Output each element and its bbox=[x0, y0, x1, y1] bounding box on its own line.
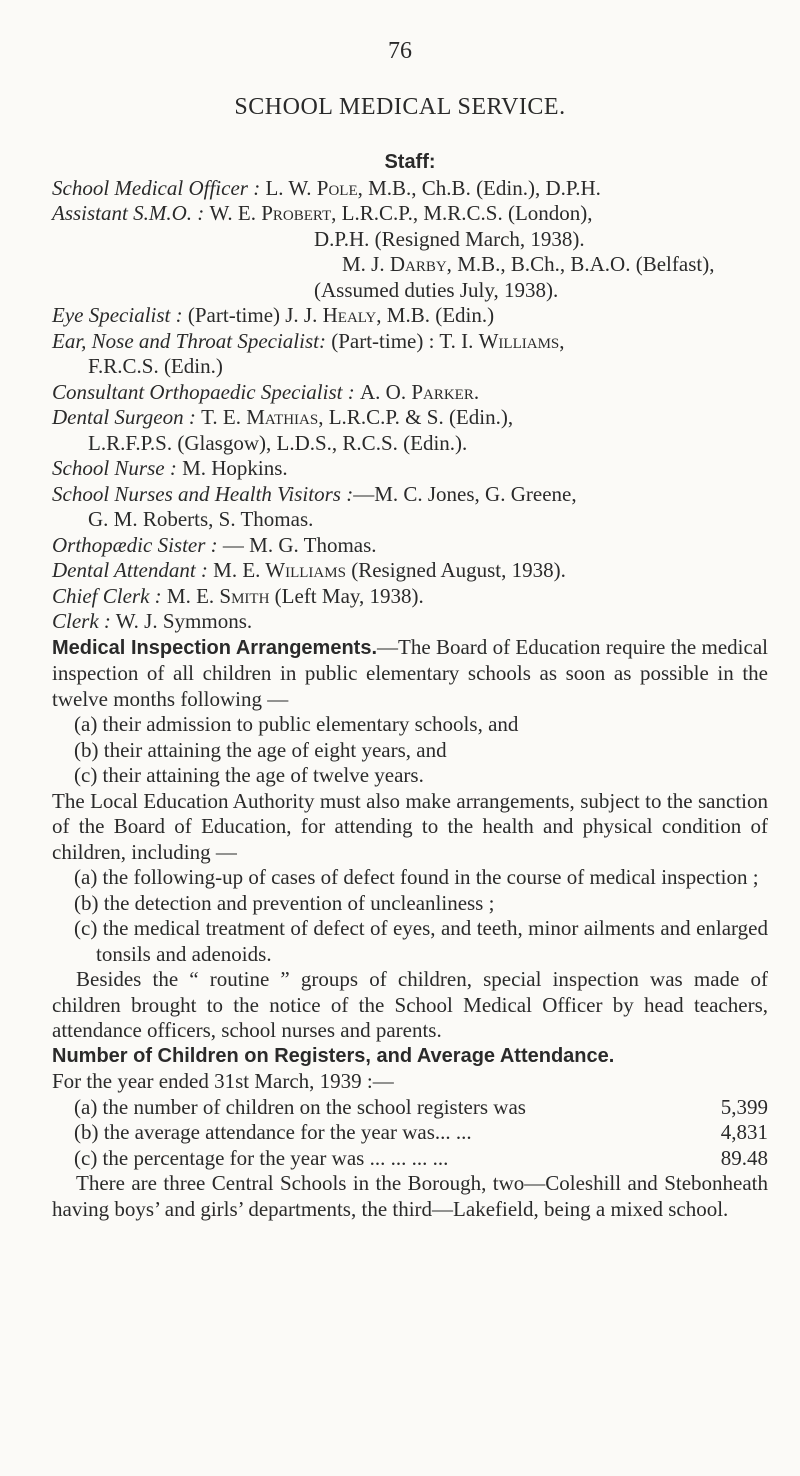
staff-entry-asmo-1: Assistant S.M.O. : W. E. Probert, L.R.C.P., M.R.C.S. (London), bbox=[52, 201, 593, 225]
staff-entry-dental: Dental Surgeon : T. E. Mathias, L.R.C.P. & S. (Edin.), bbox=[52, 405, 514, 429]
page-number: 76 bbox=[388, 38, 412, 64]
staff-entry-nurses-cont: G. M. Roberts, S. Thomas. bbox=[88, 507, 314, 531]
inspection-item-c: (c) their attaining the age of twelve years. bbox=[74, 763, 424, 787]
stat-row-percentage: (c) the percentage for the year was ... ... ... ... 89.48 bbox=[74, 1145, 768, 1170]
inspection-item-a: (a) their admission to public elementary schools, and bbox=[74, 712, 519, 736]
registers-heading: Number of Children on Registers, and Average Attendance. bbox=[52, 1044, 615, 1067]
inspection-heading: Medical Inspection Arrangements. bbox=[52, 636, 377, 659]
stat-row-attendance: (b) the average attendance for the year was... ... 4,831 bbox=[74, 1120, 768, 1144]
stat-row-registers: (a) the number of children on the school registers was 5,399 bbox=[74, 1094, 768, 1119]
staff-entry-eye: Eye Specialist : (Part-time) J. J. Healy, M.B. (Edin.) bbox=[52, 303, 495, 327]
page-title: SCHOOL MEDICAL SERVICE. bbox=[234, 94, 566, 120]
staff-entry-ent-quals: F.R.C.S. (Edin.) bbox=[88, 354, 223, 378]
staff-entry-chief-clerk: Chief Clerk : M. E. Smith (Left May, 1938). bbox=[52, 583, 424, 608]
special-inspection-paragraph: Besides the “ routine ” groups of children, special inspection was made of children brought to the notice of the School Medical Officer by head teachers, attendance officers, school nurses and parents. bbox=[52, 967, 768, 1042]
staff-entry-clerk: Clerk : W. J. Symmons. bbox=[52, 609, 253, 633]
document-body bbox=[52, 150, 768, 1222]
inspection-paragraph: Medical Inspection Arrangements.—The Board of Education require the medical inspection of all children in public elementary schools as soon as possible in the twelve months following — bbox=[52, 634, 768, 711]
staff-entry-smo: School Medical Officer : L. W. Pole, M.B., Ch.B. (Edin.), D.P.H. bbox=[52, 175, 601, 200]
staff-heading: Staff: bbox=[384, 151, 436, 173]
staff-entry-asmo-2-note: (Assumed duties July, 1938). bbox=[314, 277, 559, 302]
staff-entry-orthopaedic-sister: Orthopædic Sister : — M. G. Thomas. bbox=[52, 532, 377, 557]
staff-entry-nurse: School Nurse : M. Hopkins. bbox=[52, 456, 288, 480]
authority-item-a: (a) the following-up of cases of defect found in the course of medical inspection ; bbox=[74, 865, 759, 889]
staff-entry-ent: Ear, Nose and Throat Specialist: (Part-time) : T. I. Williams, bbox=[52, 328, 565, 353]
staff-list bbox=[52, 176, 768, 635]
staff-entry-dental-quals: L.R.F.P.S. (Glasgow), L.D.S., R.C.S. (Edin.). bbox=[88, 430, 468, 455]
staff-entry-dental-attendant: Dental Attendant : M. E. Williams (Resigned August, 1938). bbox=[52, 558, 566, 582]
staff-entry-nurses: School Nurses and Health Visitors :—M. C. Jones, G. Greene, bbox=[52, 481, 577, 506]
central-schools-paragraph: There are three Central Schools in the Borough, two—Coleshill and Stebonheath having boys’ and girls’ departments, the third—Lakefield, being a mixed school. bbox=[52, 1171, 768, 1221]
authority-paragraph: The Local Education Authority must also make arrangements, subject to the sanction of the Board of Education, for attending to the health and physical condition of children, including — bbox=[52, 788, 768, 864]
authority-item-c: (c) the medical treatment of defect of eyes, and teeth, minor ailments and enlarged tonsils and adenoids. bbox=[74, 916, 768, 966]
authority-item-b: (b) the detection and prevention of uncleanliness ; bbox=[74, 890, 495, 915]
registers-intro: For the year ended 31st March, 1939 :— bbox=[52, 1069, 394, 1093]
staff-entry-orthopaedic: Consultant Orthopaedic Specialist : A. O. Parker. bbox=[52, 379, 480, 404]
staff-entry-asmo-2: M. J. Darby, M.B., B.Ch., B.A.O. (Belfast), bbox=[342, 252, 715, 276]
inspection-item-b: (b) their attaining the age of eight years, and bbox=[74, 737, 447, 762]
staff-entry-asmo-1-note: D.P.H. (Resigned March, 1938). bbox=[314, 226, 585, 251]
